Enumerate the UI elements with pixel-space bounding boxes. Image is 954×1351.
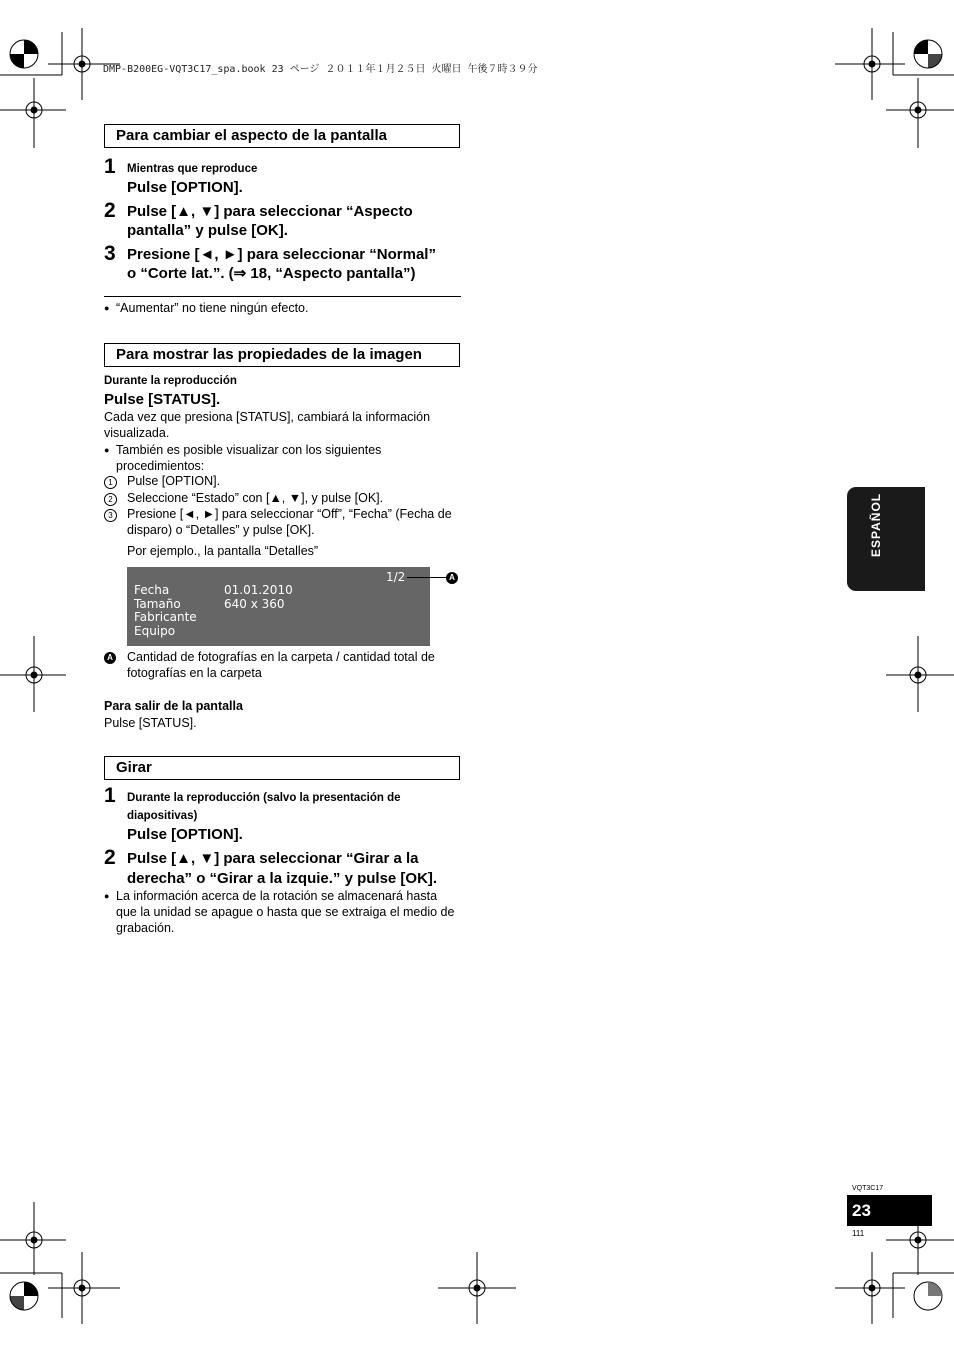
step-number: 3 [104,242,116,265]
screen-value: 01.01.2010 [224,583,293,597]
step-text: Pulse [STATUS]. [104,391,221,408]
details-screen [127,567,430,646]
step-text: o “Corte lat.”. (⇒ 18, “Aspecto pantalla”) [127,265,416,282]
callout-text: fotografías en la carpeta [127,666,262,680]
step-text: Pulse [▲, ▼] para seleccionar “Girar a la [127,850,419,867]
list-item: disparo) o “Detalles” y pulse [OK]. [127,523,315,537]
note-text: “Aumentar” no tiene ningún efecto. [116,301,309,315]
document-code: VQT3C17 [852,1185,884,1192]
list-item: Pulse [OPTION]. [127,474,221,488]
step-number: 2 [104,846,116,869]
body-text: También es posible visualizar con los siguientes [116,443,382,457]
language-label: ESPAÑOL [869,492,883,557]
body-text: Cada vez que presiona [STATUS], cambiará la información [104,410,431,424]
callout-text: Cantidad de fotografías en la carpeta / cantidad total de [127,650,435,664]
body-text: Pulse [STATUS]. [104,716,197,730]
step-number: 1 [104,155,116,178]
step-precondition: diapositivas) [127,810,198,822]
callout-line [407,577,447,578]
step-precondition: Mientras que reproduce [127,163,258,175]
step-number: 1 [104,784,116,807]
print-header: DMP-B200EG-VQT3C17_spa.book 23 ページ ２０１１年１月２５日 火曜日 午後７時３９分 [103,64,538,75]
step-text: Pulse [OPTION]. [127,826,243,843]
list-item: Seleccione “Estado” con [▲, ▼], y pulse [OK]. [127,491,384,505]
callout-marker: A [104,652,116,664]
language-tab [847,487,925,591]
callout-marker: A [446,572,458,584]
screen-label: Tamaño [134,597,181,611]
divider [104,296,461,297]
bullet-icon: ● [104,303,110,313]
screen-label: Fabricante [134,610,197,624]
step-precondition: Durante la reproducción (salvo la presentación de [127,792,401,804]
screen-label: Equipo [134,624,176,638]
photo-counter: 1/2 [386,570,406,584]
note-text: La información acerca de la rotación se almacenará hasta [116,889,438,903]
step-text: derecha” o “Girar a la izquie.” y pulse [OK]. [127,870,438,887]
sub-page-number: 111 [852,1229,865,1238]
body-text: visualizada. [104,426,170,440]
section-title-aspect: Para cambiar el aspecto de la pantalla [104,124,460,148]
note-text: que la unidad se apague o hasta que se extraiga el medio de [116,905,455,919]
page-number: 23 [847,1195,932,1226]
screen-value: 640 x 360 [224,597,285,611]
step-number: 2 [104,199,116,222]
circled-number: 1 [104,476,117,489]
list-item: Presione [◄, ►] para seleccionar “Off”, “Fecha” (Fecha de [127,507,452,521]
section-title-properties: Para mostrar las propiedades de la imagen [104,343,460,367]
section-title-rotate: Girar [104,756,460,780]
subheading: Para salir de la pantalla [104,699,243,713]
example-caption: Por ejemplo., la pantalla “Detalles” [127,544,319,558]
bullet-icon: ● [104,891,110,901]
step-text: Pulse [OPTION]. [127,179,243,196]
step-text: Pulse [▲, ▼] para seleccionar “Aspecto [127,203,413,220]
step-precondition: Durante la reproducción [104,375,237,387]
circled-number: 3 [104,509,117,522]
bullet-icon: ● [104,445,110,455]
body-text: procedimientos: [116,459,205,473]
step-text: pantalla” y pulse [OK]. [127,222,288,239]
circled-number: 2 [104,493,117,506]
step-text: Presione [◄, ►] para seleccionar “Normal” [127,246,436,263]
note-text: grabación. [116,921,175,935]
screen-label: Fecha [134,583,170,597]
